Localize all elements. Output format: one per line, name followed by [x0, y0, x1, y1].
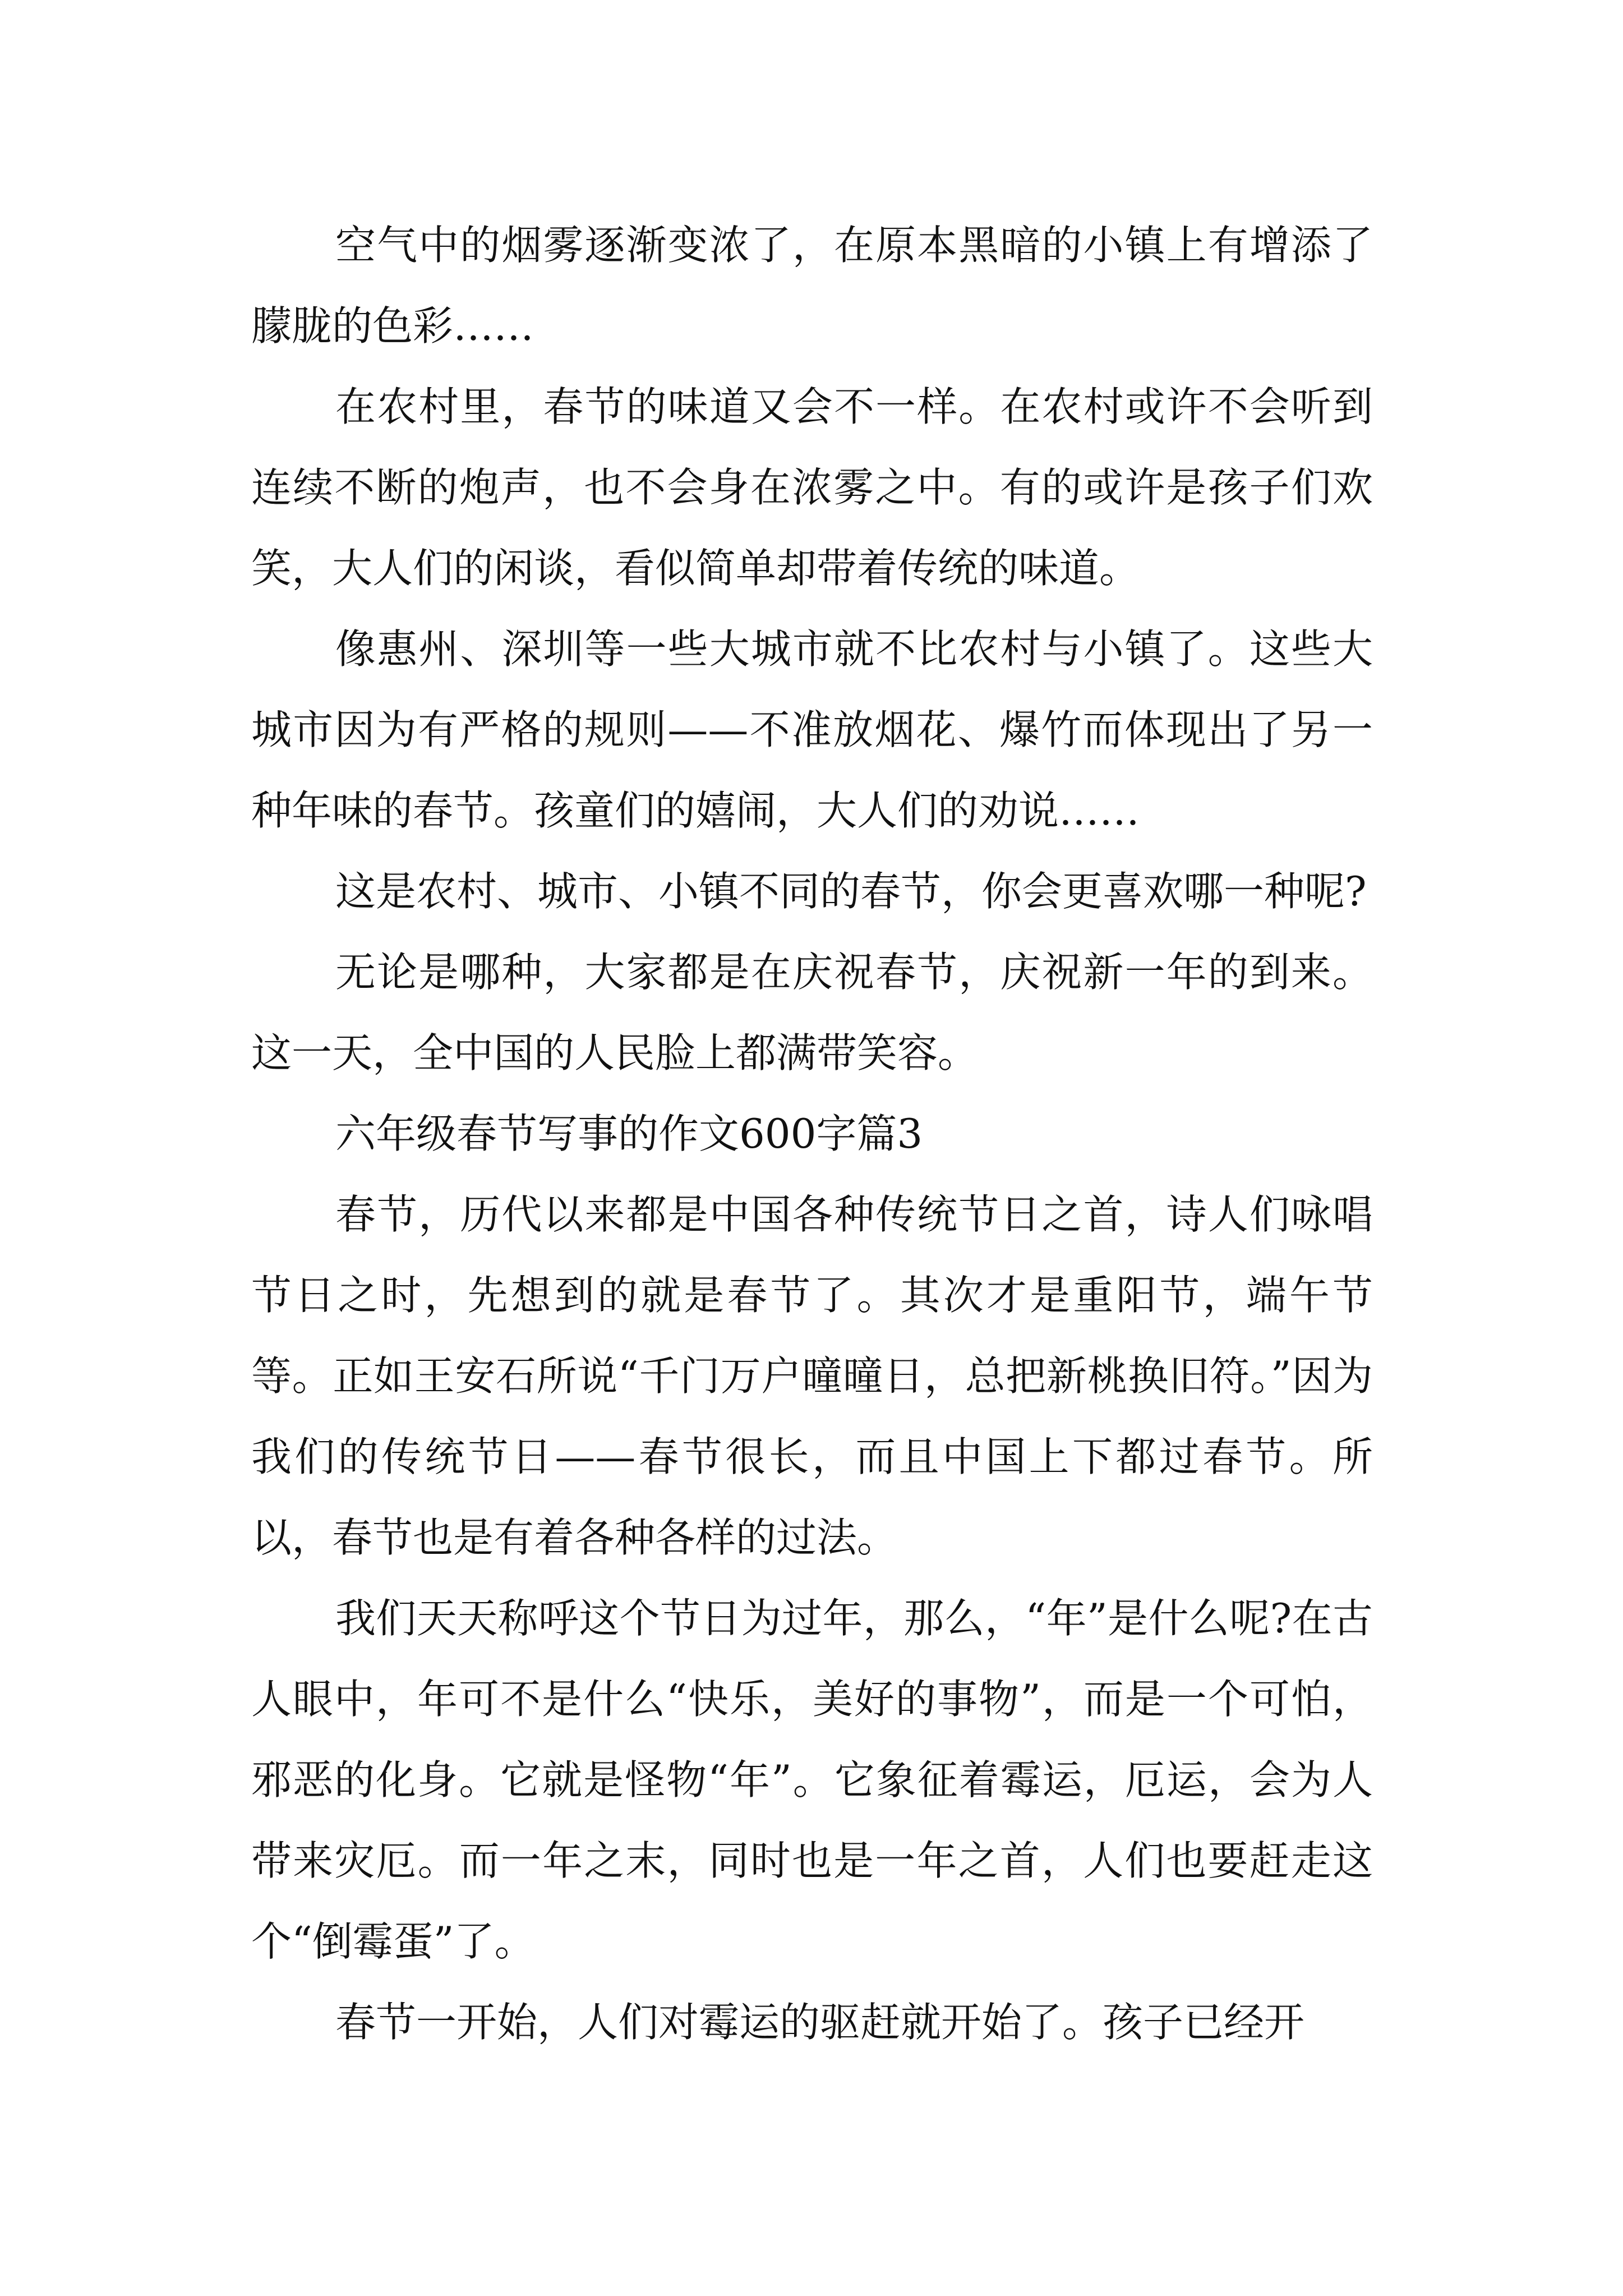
paragraph-smoke: 空气中的烟雾逐渐变浓了，在原本黑暗的小镇上有增添了朦胧的色彩……	[251, 222, 1373, 349]
paragraph-driving-away: 春节一开始，人们对霉运的驱赶就开始了。孩子已经开	[335, 1999, 1305, 2046]
section-heading: 六年级春节写事的作文600字篇3	[335, 1110, 923, 1157]
paragraph-nian-monster: 我们天天称呼这个节日为过年，那么，“年”是什么呢?在古人眼中，年可不是什么“快乐，美好的事物”，而是一个可怕，邪恶的化身。它就是怪物“年”。它象征着霉运，厄运，会为人带来灾厄。而一年之末，同时也是一年之首，人们也要赶走这个“倒霉蛋”了。	[251, 1595, 1373, 1965]
paragraph-celebration: 无论是哪种，大家都是在庆祝春节，庆祝新一年的到来。这一天，全中国的人民脸上都满带笑容。	[251, 949, 1373, 1076]
paragraph-festival-history: 春节，历代以来都是中国各种传统节日之首，诗人们咏唱节日之时，先想到的就是春节了。其次才是重阳节，端午节等。正如王安石所说“千门万户曈曈日，总把新桃换旧符。”因为我们的传统节日——春节很长，而且中国上下都过春节。所以，春节也是有着各种各样的过法。	[251, 1191, 1373, 1561]
paragraph-countryside: 在农村里，春节的味道又会不一样。在农村或许不会听到连续不断的炮声，也不会身在浓雾之中。有的或许是孩子们欢笑，大人们的闲谈，看似简单却带着传统的味道。	[251, 383, 1373, 592]
paragraph-big-cities: 像惠州、深圳等一些大城市就不比农村与小镇了。这些大城市因为有严格的规则——不准放烟花、爆竹而体现出了另一种年味的春节。孩童们的嬉闹，大人们的劝说……	[251, 625, 1373, 834]
document-body	[251, 205, 1373, 2063]
paragraph-question: 这是农村、城市、小镇不同的春节，你会更喜欢哪一种呢?	[335, 868, 1367, 915]
